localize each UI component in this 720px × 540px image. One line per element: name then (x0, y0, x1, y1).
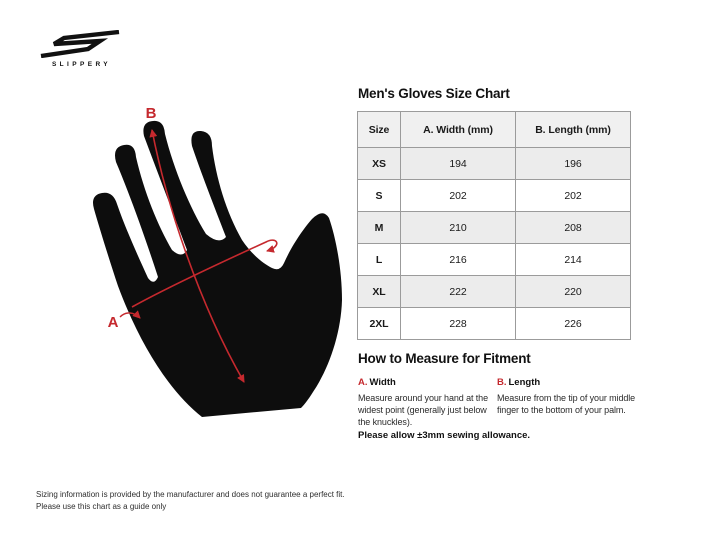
column-header-width: A. Width (mm) (401, 112, 516, 148)
width-instruction (358, 377, 496, 428)
brand-name: SLIPPERY (51, 61, 112, 68)
width-cell: 194 (401, 148, 516, 180)
column-header-size: Size (358, 112, 401, 148)
disclaimer (36, 489, 345, 513)
width-cell: 222 (401, 276, 516, 308)
size-cell: M (358, 212, 401, 244)
table-row-xs (358, 148, 631, 180)
how-to-measure-title: How to Measure for Fitment (358, 351, 531, 366)
length-instruction (497, 377, 642, 416)
disclaimer-line-2: Please use this chart as a guide only (36, 502, 167, 511)
width-cell: 202 (401, 180, 516, 212)
length-cell: 208 (516, 212, 631, 244)
table-row-l (358, 244, 631, 276)
width-cell: 210 (401, 212, 516, 244)
length-cell: 226 (516, 308, 631, 340)
table-row-s (358, 180, 631, 212)
length-cell: 196 (516, 148, 631, 180)
width-label: A (107, 314, 119, 331)
size-cell: XS (358, 148, 401, 180)
brand-logo (40, 30, 120, 68)
hand-silhouette-icon (70, 90, 370, 440)
width-cell: 228 (401, 308, 516, 340)
length-label-prefix: B. (497, 377, 507, 388)
size-cell: S (358, 180, 401, 212)
sewing-allowance-note: Please allow ±3mm sewing allowance. (358, 430, 531, 441)
hand-shape (93, 121, 342, 417)
length-instruction-text: Measure from the tip of your middle finger to the bottom of your palm. (497, 393, 636, 416)
size-cell: L (358, 244, 401, 276)
table-row-xl (358, 276, 631, 308)
size-cell: 2XL (358, 308, 401, 340)
length-label: B (145, 105, 157, 122)
size-cell: XL (358, 276, 401, 308)
table-header-row (358, 112, 631, 148)
length-cell: 220 (516, 276, 631, 308)
width-cell: 216 (401, 244, 516, 276)
slippery-s-logo-icon (40, 30, 120, 58)
table-row-m (358, 212, 631, 244)
table-row-2xl (358, 308, 631, 340)
length-cell: 214 (516, 244, 631, 276)
length-label-text: Length (508, 377, 541, 388)
width-label-prefix: A. (358, 377, 368, 388)
length-cell: 202 (516, 180, 631, 212)
size-chart-table (357, 111, 631, 340)
page-title: Men's Gloves Size Chart (358, 86, 510, 101)
width-label-text: Width (369, 377, 396, 388)
disclaimer-line-1: Sizing information is provided by the manufacturer and does not guarantee a perfect fit. (36, 490, 345, 499)
length-instruction-label (497, 377, 642, 388)
width-instruction-label (358, 377, 496, 388)
width-instruction-text: Measure around your hand at the widest point (generally just below the knuckles). (358, 393, 488, 428)
hand-measurement-diagram (70, 90, 370, 440)
column-header-length: B. Length (mm) (516, 112, 631, 148)
